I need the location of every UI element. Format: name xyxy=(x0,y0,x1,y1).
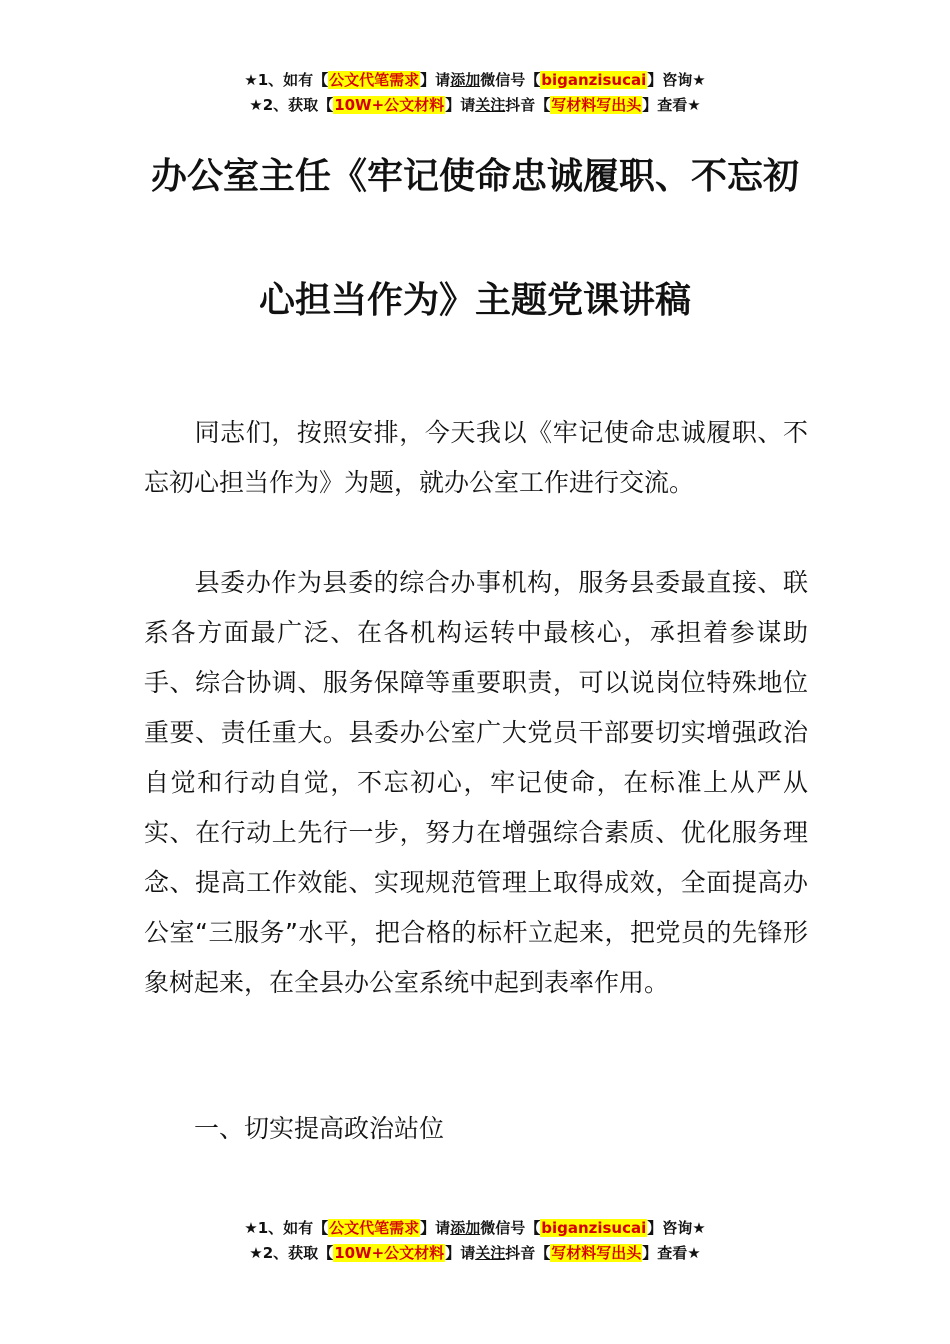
banner-line-1: ★1、如有【公文代笔需求】请添加微信号【biganzisucai】咨询★ xyxy=(244,1219,706,1237)
banner-line-2: ★2、获取【10W+公文材料】请关注抖音【写材料写出头】查看★ xyxy=(249,96,701,114)
banner-highlight: 公文代笔需求 xyxy=(329,71,420,89)
banner-highlight: biganzisucai xyxy=(541,1219,647,1237)
banner-line-1: ★1、如有【公文代笔需求】请添加微信号【biganzisucai】咨询★ xyxy=(244,71,706,89)
banner-highlight: 公文代笔需求 xyxy=(329,1219,420,1237)
footer-banner xyxy=(0,1216,950,1266)
paragraph-2: 县委办作为县委的综合办事机构，服务县委最直接、联系各方面最广泛、在各机构运转中最核心，承担着参谋助手、综合协调、服务保障等重要职责，可以说岗位特殊地位重要、责任重大。县委办公室广大党员干部要切实增强政治自觉和行动自觉，不忘初心，牢记使命，在标准上从严从实、在行动上先行一步，努力在增强综合素质、优化服务理念、提高工作效能、实现规范管理上取得成效，全面提高办公室“三服务”水平，把合格的标杆立起来，把党员的先锋形象树起来，在全县办公室系统中起到表率作用。 xyxy=(144,568,808,997)
header-banner xyxy=(0,68,950,118)
document-title-line-2: 心担当作为》主题党课讲稿 xyxy=(258,280,691,321)
banner-highlight: biganzisucai xyxy=(541,71,647,89)
document-title-line-1: 办公室主任《牢记使命忠诚履职、不忘初 xyxy=(150,156,799,197)
section-heading-1: 一、切实提高政治站位 xyxy=(194,1114,445,1143)
banner-highlight: 10W+公文材料 xyxy=(334,1244,445,1262)
banner-line-2: ★2、获取【10W+公文材料】请关注抖音【写材料写出头】查看★ xyxy=(249,1244,701,1262)
banner-highlight: 写材料写出头 xyxy=(551,96,642,114)
banner-highlight: 写材料写出头 xyxy=(551,1244,642,1262)
paragraph-1: 同志们，按照安排，今天我以《牢记使命忠诚履职、不忘初心担当作为》为题，就办公室工作进行交流。 xyxy=(144,418,808,497)
banner-highlight: 10W+公文材料 xyxy=(334,96,445,114)
